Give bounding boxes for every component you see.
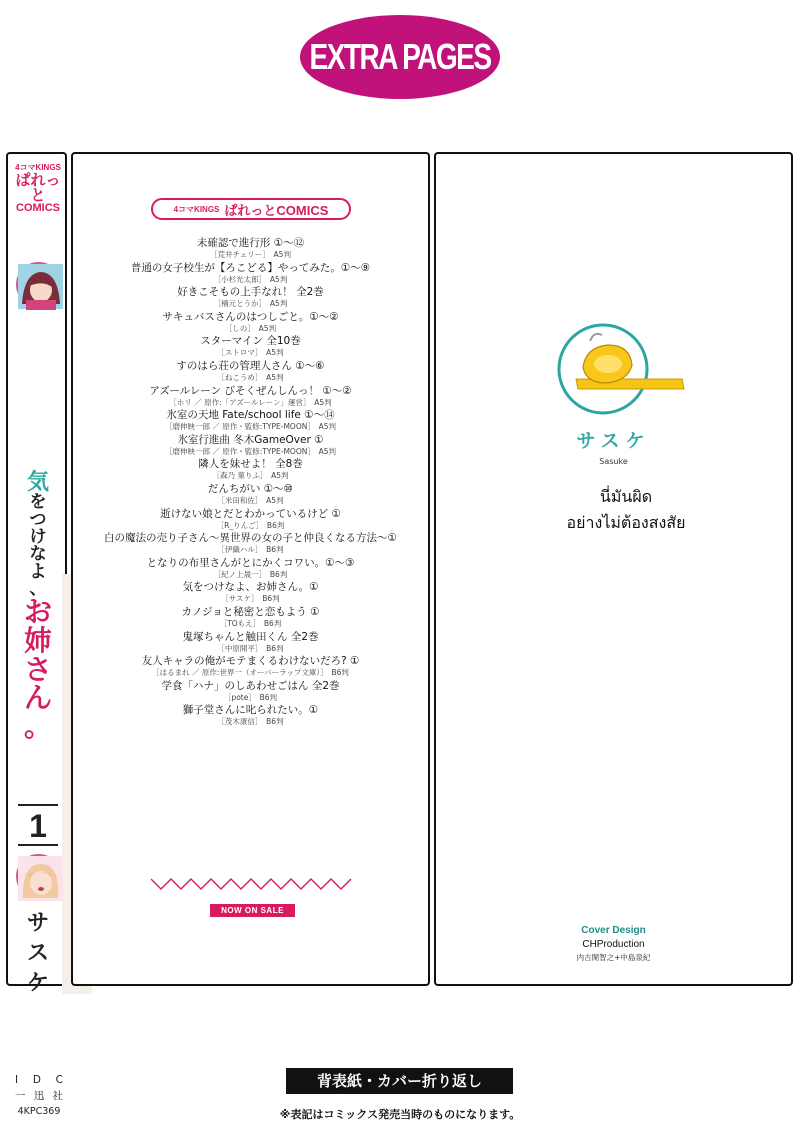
book-title: 気をつけなよ、お姉さん。①	[182, 581, 319, 594]
book-entry	[73, 654, 428, 679]
book-author-format: ［pote］ B6判	[223, 692, 278, 702]
series-label-big: ぱれっとCOMICS	[224, 202, 329, 218]
book-entry	[73, 679, 428, 704]
author-char: ケ	[26, 971, 49, 996]
series-logo	[12, 164, 64, 214]
book-author-format: ［楠元とうか］ A5判	[213, 299, 288, 309]
title-char: な	[29, 544, 47, 565]
book-title: 氷室の天地 Fate/school life ①〜⑭	[166, 409, 335, 422]
book-author-format: ［TOもえ］ B6判	[219, 618, 282, 628]
book-entry	[73, 236, 428, 261]
translator-note-line1: นี่มันผิด	[599, 487, 653, 506]
title-char: 姉	[23, 623, 52, 657]
title-char: 、	[29, 579, 47, 600]
book-author-format: ［磨伸映一郎 ／ 原作・監修:TYPE-MOON］ A5判	[165, 422, 336, 432]
book-entry	[73, 630, 428, 655]
book-entry	[73, 433, 428, 458]
title-char: つ	[29, 509, 47, 530]
translator-note	[536, 484, 716, 536]
book-entry	[73, 359, 428, 384]
book-author-format: ［茂木康信］ B6判	[217, 717, 284, 727]
book-title: 学食「ハナ」のしあわせごはん 全2巻	[161, 679, 340, 692]
extra-pages-badge	[300, 15, 500, 99]
book-title: カノジョと秘密と恋もよう ①	[181, 605, 320, 618]
book-author-format: ［伊織ハル］ B6判	[217, 545, 284, 555]
title-char: を	[29, 492, 47, 513]
title-char: 気	[26, 470, 49, 495]
series-logo-line3: COMICS	[16, 202, 60, 214]
extra-pages-label: EXTRA PAGES	[309, 36, 491, 77]
book-title: 友人キャラの俺がモテまくるわけないだろ? ①	[141, 655, 360, 668]
book-entry	[73, 310, 428, 335]
book-entry	[73, 408, 428, 433]
title-char: 。	[23, 709, 52, 743]
book-author-format: ［森乃 菓りふ］ A5判	[212, 471, 289, 481]
book-author-format: ［磨伸映一郎 ／ 原作・監修:TYPE-MOON］ A5判	[165, 446, 336, 456]
publisher-char: 迅	[33, 1090, 45, 1102]
spine-title	[14, 472, 62, 741]
title-char: け	[29, 527, 47, 548]
book-entry	[73, 334, 428, 359]
book-title: 白の魔法の売り子さん〜異世界の女の子と仲良くなる方法〜①	[104, 532, 397, 545]
designer-names: 内古閑智之+中島泉紀	[576, 953, 651, 962]
cover-design-label: Cover Design	[581, 925, 646, 936]
book-entry	[73, 556, 428, 581]
book-entry	[73, 580, 428, 605]
spine-author	[14, 909, 62, 999]
author-name-jp: サスケ	[576, 430, 651, 452]
author-char: サ	[26, 911, 49, 936]
cover-flap-right	[434, 152, 793, 986]
publisher-name-row	[12, 1088, 66, 1104]
book-author-format: ［ストロマ］ A5判	[217, 348, 284, 358]
series-logo-line1: 4コマKINGS	[15, 163, 61, 172]
production-name: CHProduction	[582, 939, 645, 950]
title-char: ん	[23, 681, 52, 715]
book-entry	[73, 605, 428, 630]
book-title: だんちがい ①〜⑩	[207, 482, 294, 495]
book-spine	[6, 152, 67, 1117]
book-title: 鬼塚ちゃんと触田くん 全2巻	[182, 630, 319, 643]
book-author-format: ［サスケ］ B6判	[221, 594, 280, 604]
book-author-format: ［荒井チェリー］ A5判	[210, 250, 291, 259]
publisher-char: 一	[15, 1090, 26, 1102]
book-author-format: ［米田和佐］ A5判	[217, 495, 284, 505]
title-char: よ	[29, 561, 47, 582]
book-entry	[73, 703, 428, 728]
zigzag-divider	[151, 878, 351, 890]
publisher-letter: D	[32, 1074, 41, 1086]
translator-note-line2: อย่างไม่ต้องสงสัย	[566, 513, 686, 532]
book-title: 氷室行進曲 冬木GameOver ①	[177, 433, 324, 446]
author-char: ス	[26, 941, 49, 966]
book-author-format: ［しの］ A5判	[224, 323, 277, 333]
book-entry	[73, 507, 428, 532]
book-title: すのはら荘の管理人さん ①〜⑥	[176, 359, 325, 372]
book-entry	[73, 285, 428, 310]
character-avatar-bottom	[16, 854, 61, 899]
book-title: 逝けない娘とだとわかっているけど ①	[160, 507, 341, 520]
book-list	[73, 236, 428, 728]
author-name-en: Sasuke	[599, 457, 628, 466]
book-author-format: ［ねこうめ］ A5判	[217, 372, 284, 382]
book-title: サキュバスさんのはつしごと。①〜②	[162, 310, 339, 323]
book-entry	[73, 457, 428, 482]
product-code: 4KPC369	[17, 1106, 61, 1117]
book-title: アズールレーン びそくぜんしんっ！ ①〜②	[149, 384, 352, 397]
publisher-char: 社	[52, 1090, 63, 1102]
now-on-sale-label: NOW ON SALE	[210, 904, 295, 917]
book-author-format: ［紀ノ上晟一］ B6判	[213, 569, 288, 579]
volume-number: 1	[18, 804, 58, 846]
book-title: 隣人を妹せよ！ 全8巻	[198, 458, 303, 471]
footer-note: ※表記はコミックス発売当時のものになります。	[279, 1108, 521, 1121]
book-author-format: ［小杉光太郎］ A5判	[213, 274, 288, 284]
book-title: 獅子堂さんに叱られたい。①	[182, 704, 319, 717]
publisher-letter: I	[15, 1074, 19, 1086]
title-char: さ	[23, 652, 52, 686]
series-label-small: 4コマKINGS	[173, 204, 220, 214]
series-logo-line2: ぱれっと	[15, 172, 61, 204]
book-title: 好きこそもの上手なれ！ 全2巻	[177, 286, 324, 299]
book-entry	[73, 261, 428, 286]
book-title: スターマイン 全10巻	[200, 335, 301, 348]
book-author-format: ［R_りんご］ B6判	[216, 520, 285, 530]
book-entry	[73, 384, 428, 409]
series-label	[151, 198, 351, 220]
book-author-format: ［ホリ ／ 原作:「アズールレーン」運営］ A5判	[169, 397, 332, 407]
book-entry	[73, 531, 428, 556]
author-illustration	[558, 319, 688, 419]
book-entry	[73, 482, 428, 507]
publisher-letter: C	[55, 1074, 63, 1086]
book-title: 未確認で進行形 ①〜⑫	[196, 237, 305, 249]
book-title: となりの布里さんがとにかくコワい。①〜③	[146, 556, 355, 569]
book-title: 普通の女子校生が【ろこどる】やってみた。①〜⑨	[130, 261, 371, 274]
cover-flap-left	[71, 152, 430, 986]
book-author-format: ［はるまれ ／ 原作:世界一（オーバーラップ文庫）］ B6判	[152, 668, 349, 678]
section-caption: 背表紙・カバー折り返し	[286, 1068, 513, 1094]
character-avatar-top	[16, 262, 61, 307]
title-char: お	[23, 595, 52, 629]
publisher-logo-row	[12, 1072, 66, 1088]
design-credits	[556, 924, 671, 964]
book-author-format: ［中原開平］ B6判	[217, 643, 284, 653]
